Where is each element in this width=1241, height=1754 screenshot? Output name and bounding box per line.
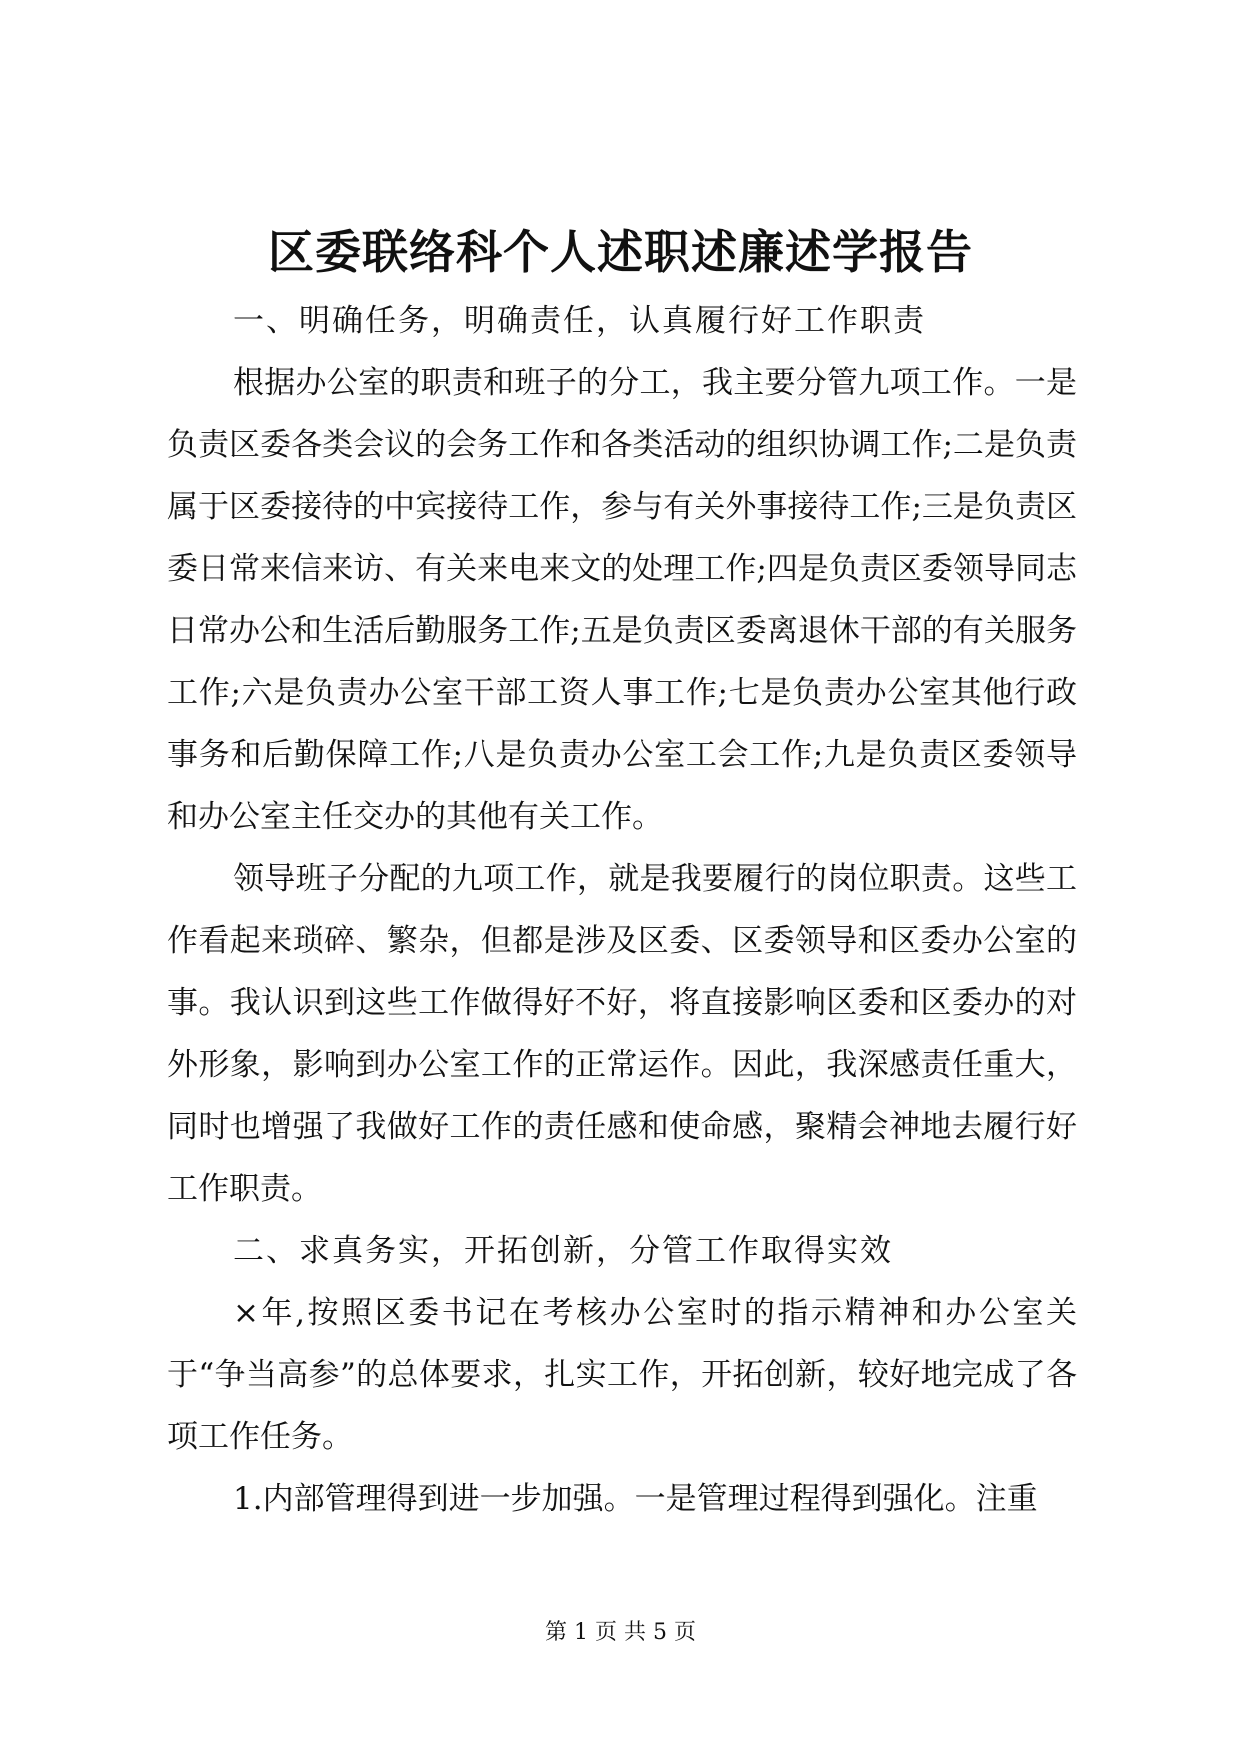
document-title: 区委联络科个人述职述廉述学报告: [268, 225, 973, 279]
section-heading-2: 二、求真务实，开拓创新，分管工作取得实效: [233, 1233, 893, 1269]
paragraph-internal-management: 1.内部管理得到进一步加强。一是管理过程得到强化。注重: [233, 1481, 1038, 1517]
section-heading-1: 一、明确任务，明确责任，认真履行好工作职责: [233, 303, 926, 339]
paragraph-duties: 根据办公室的职责和班子的分工，我主要分管九项工作。一是负责区委各类会议的会务工作和各类活动的组织协调工作;二是负责属于区委接待的中宾接待工作，参与有关外事接待工作;三是负责区委日常来信来访、有关来电来文的处理工作;四是负责区委领导同志日常办公和生活后勤服务工作;五是负责区委离退休干部的有关服务工作;六是负责办公室干部工资人事工作;七是负责办公室其他行政事务和后勤保障工作;八是负责办公室工会工作;九是负责区委领导和办公室主任交办的其他有关工作。: [167, 365, 1077, 835]
page-footer: 第 1 页 共 5 页: [545, 1620, 696, 1645]
document-body: [167, 290, 1077, 1530]
paragraph-year-summary: ×年,按照区委书记在考核办公室时的指示精神和办公室关于“争当高参”的总体要求，扎实工作，开拓创新，较好地完成了各项工作任务。: [167, 1295, 1077, 1455]
paragraph-responsibility: 领导班子分配的九项工作，就是我要履行的岗位职责。这些工作看起来琐碎、繁杂，但都是涉及区委、区委领导和区委办公室的事。我认识到这些工作做得好不好，将直接影响区委和区委办的对外形象，影响到办公室工作的正常运作。因此，我深感责任重大，同时也增强了我做好工作的责任感和使命感，聚精会神地去履行好工作职责。: [167, 861, 1077, 1207]
